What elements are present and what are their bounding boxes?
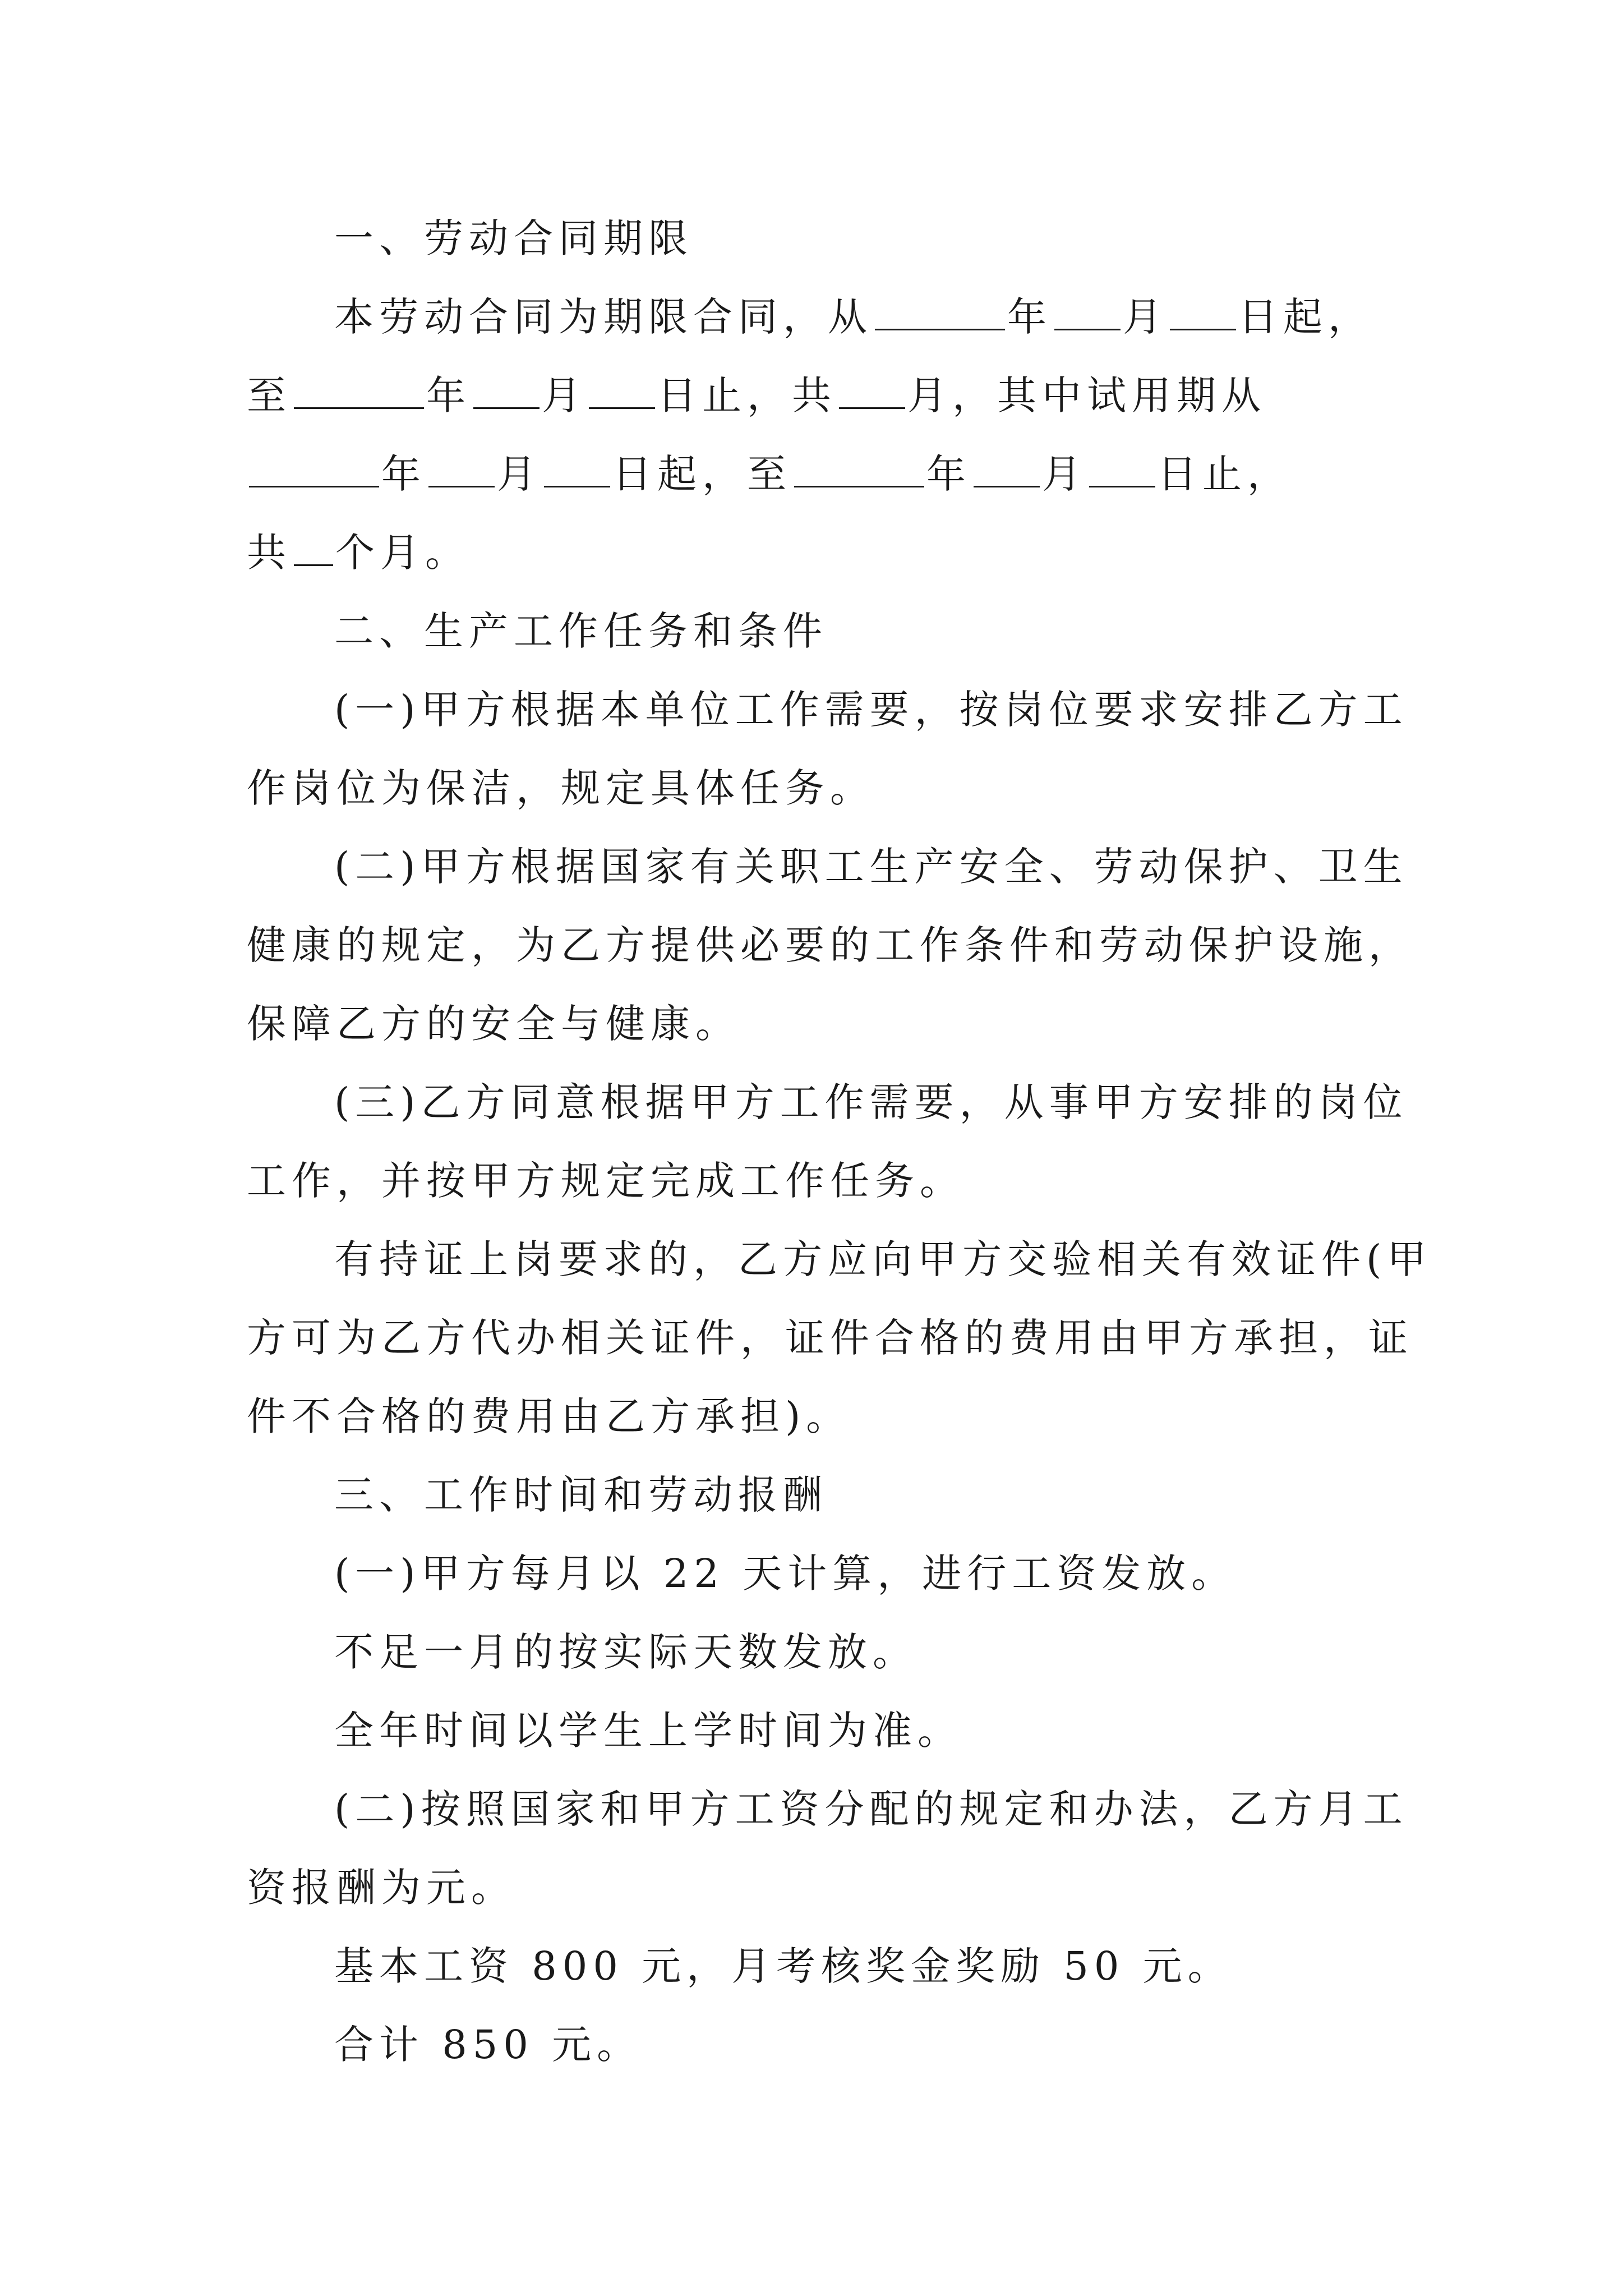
section2-heading: 二、生产工作任务和条件 — [334, 608, 828, 654]
blank-year[interactable] — [249, 452, 379, 487]
section2-p4-line3: 件不合格的费用由乙方承担)。 — [247, 1393, 851, 1439]
section2-p3-line1: (三)乙方同意根据甲方工作需要，从事甲方安排的岗位 — [334, 1079, 1408, 1125]
section1-line1: 本劳动合同为期限合同，从 年 月 日起， — [334, 294, 1373, 340]
blank-month[interactable] — [1054, 295, 1121, 330]
blank-month[interactable] — [428, 452, 495, 487]
blank-months-total[interactable] — [839, 374, 905, 409]
section2-p2-line3: 保障乙方的安全与健康。 — [247, 1001, 740, 1047]
section3-p2: 不足一月的按实际天数发放。 — [334, 1629, 917, 1675]
blank-day[interactable] — [589, 374, 655, 409]
blank-day[interactable] — [1170, 295, 1236, 330]
section2-p3-line2: 工作，并按甲方规定完成工作任务。 — [247, 1158, 965, 1204]
section2-p1-line1: (一)甲方根据本单位工作需要，按岗位要求安排乙方工 — [334, 687, 1408, 733]
blank-year[interactable] — [794, 452, 924, 487]
blank-probation-months[interactable] — [294, 531, 333, 566]
section2-p4-line2: 方可为乙方代办相关证件，证件合格的费用由甲方承担，证 — [247, 1315, 1413, 1361]
section1-line3: 年 月 日起，至 年 月 日止， — [247, 449, 1292, 499]
blank-year[interactable] — [294, 374, 424, 409]
blank-month[interactable] — [473, 374, 540, 409]
section3-p5: 基本工资 800 元，月考核奖金奖励 50 元。 — [334, 1943, 1233, 1989]
section2-p1-line2: 作岗位为保洁，规定具体任务。 — [247, 765, 875, 811]
section2-p2-line1: (二)甲方根据国家有关职工生产安全、劳动保护、卫生 — [334, 844, 1408, 890]
section3-p3: 全年时间以学生上学时间为准。 — [334, 1708, 962, 1754]
blank-month[interactable] — [974, 452, 1040, 487]
section3-p4-line2: 资报酬为元。 — [247, 1865, 516, 1911]
section1-heading: 一、劳动合同期限 — [334, 215, 693, 261]
section3-p4-line1: (二)按照国家和甲方工资分配的规定和办法，乙方月工 — [334, 1786, 1408, 1832]
section1-line2: 至 年 月 日止，共 月，其中试用期从 — [247, 372, 1266, 418]
section3-heading: 三、工作时间和劳动报酬 — [334, 1472, 828, 1518]
section1-line4: 共 个月。 — [247, 530, 470, 576]
blank-year[interactable] — [875, 295, 1005, 330]
blank-day[interactable] — [1089, 452, 1155, 487]
section2-p2-line2: 健康的规定，为乙方提供必要的工作条件和劳动保护设施， — [247, 922, 1413, 968]
section2-p4-line1: 有持证上岗要求的，乙方应向甲方交验相关有效证件(甲 — [334, 1236, 1432, 1282]
section3-p6: 合计 850 元。 — [334, 2022, 642, 2068]
blank-day[interactable] — [544, 452, 610, 487]
section3-p1: (一)甲方每月以 22 天计算，进行工资发放。 — [334, 1550, 1237, 1596]
